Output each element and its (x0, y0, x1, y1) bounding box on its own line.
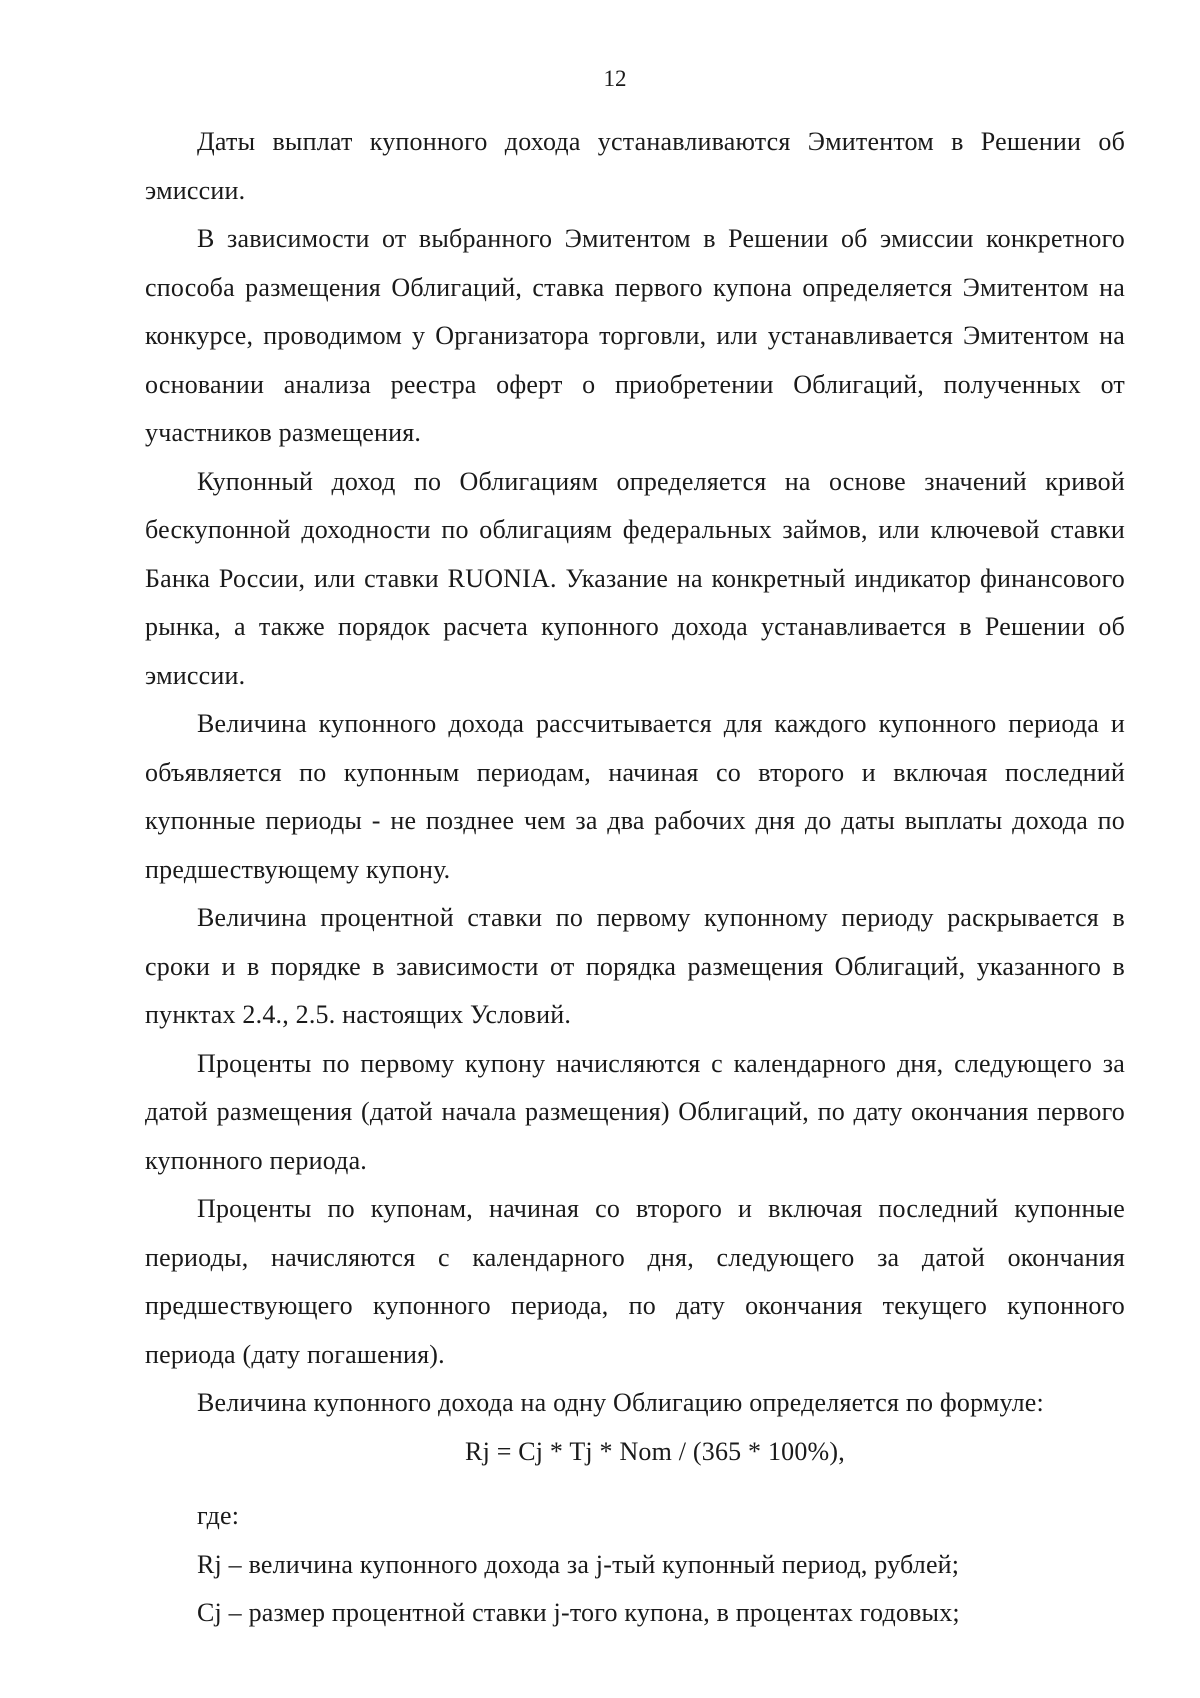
paragraph-coupon-amount-calculation: Величина купонного дохода рассчитывается для каждого купонного периода и объявляется по купонным периодам, начиная со второго и включая последний купонные периоды - не позднее чем за два рабочих дня до даты выплаты дохода по предшествующему купону. (145, 709, 1125, 884)
where-label: где: (197, 1501, 240, 1530)
page-number: 12 (603, 66, 627, 91)
paragraph-coupon-dates: Даты выплат купонного дохода устанавливаются Эмитентом в Решении об эмиссии. (145, 127, 1125, 205)
paragraph-first-coupon-rate: В зависимости от выбранного Эмитентом в Решении об эмиссии конкретного способа размещения Облигаций, ставка первого купона определяется Эмитентом на конкурсе, проводимом у Организатора торговли, или устанавливается Эмитентом на основании анализа реестра оферт о приобретении Облигаций, полученных от участников размещения. (145, 224, 1125, 447)
paragraph-first-coupon-accrual: Проценты по первому купону начисляются с календарного дня, следующего за датой размещения (датой начала размещения) Облигаций, по дату окончания первого купонного периода. (145, 1048, 1125, 1175)
coupon-formula: Rj = Cj * Tj * Nom / (365 * 100%), (465, 1436, 845, 1466)
document-body (145, 118, 1125, 1638)
definition-rj: Rj – величина купонного дохода за j-тый купонный период, рублей; (197, 1549, 960, 1579)
definition-cj: Cj – размер процентной ставки j-того купона, в процентах годовых; (197, 1598, 960, 1627)
paragraph-formula-intro: Величина купонного дохода на одну Облигацию определяется по формуле: (197, 1388, 1044, 1417)
paragraph-first-coupon-disclosure: Величина процентной ставки по первому купонному периоду раскрывается в сроки и в порядке в зависимости от порядка размещения Облигаций, указанного в пунктах 2.4., 2.5. настоящих Условий. (145, 903, 1125, 1029)
paragraph-subsequent-coupon-accrual: Проценты по купонам, начиная со второго и включая последний купонные периоды, начисляются с календарного дня, следующего за датой окончания предшествующего купонного периода, по дату окончания текущего купонного периода (дату погашения). (145, 1194, 1125, 1369)
paragraph-coupon-income-basis: Купонный доход по Облигациям определяется на основе значений кривой бескупонной доходности по облигациям федеральных займов, или ключевой ставки Банка России, или ставки RUONIA. Указание на конкретный индикатор финансового рынка, а также порядок расчета купонного дохода устанавливается в Решении об эмиссии. (145, 466, 1125, 690)
